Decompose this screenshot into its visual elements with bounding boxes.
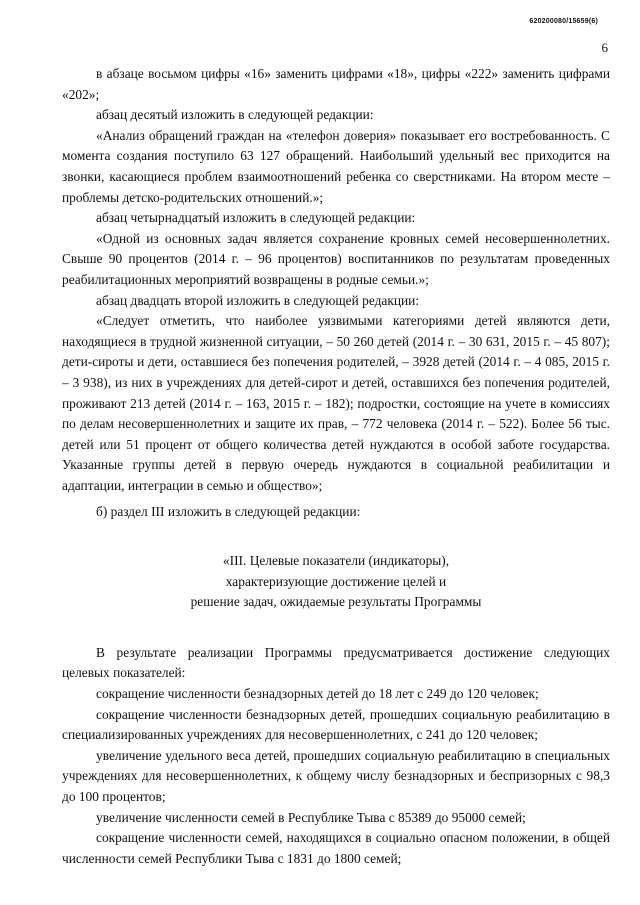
document-body bbox=[62, 64, 610, 869]
list-item: сокращение численности безнадзорных детей до 18 лет с 249 до 120 человек; bbox=[96, 686, 539, 702]
paragraph-twenty-second-intro: абзац двадцать второй изложить в следующей редакции: bbox=[96, 292, 420, 308]
section-heading-line-1: «III. Целевые показатели (индикаторы), bbox=[222, 553, 450, 569]
paragraph-fourteenth-intro: абзац четырнадцатый изложить в следующей редакции: bbox=[96, 210, 416, 226]
section-heading bbox=[62, 551, 610, 613]
paragraph-helpline-analysis: «Анализ обращений граждан на «телефон доверия» показывает его востребованность. С момента создания поступило 63 127 обращений. Наибольший удельный вес приходится на звонки, касающиеся проблем взаимоотношений ребенка со сверстниками. На втором месте – проблемы детско-родительских отношений.»; bbox=[62, 127, 610, 205]
page-number: 6 bbox=[601, 40, 608, 55]
paragraph-section-three-intro: б) раздел III изложить в следующей редакции: bbox=[96, 504, 361, 520]
list-item: увеличение удельного веса детей, прошедших социальную реабилитацию в специальных учреждениях для несовершеннолетних, к общему числу безнадзорных и беспризорных с 98,3 до 100 процентов; bbox=[62, 747, 610, 804]
list-item: сокращение численности семей, находящихся в социально опасном положении, в общей численности семей Республики Тыва с 1831 до 1800 семей; bbox=[62, 830, 610, 866]
document-code: 620200080/15659(6) bbox=[529, 18, 598, 25]
paragraph-blood-families: «Одной из основных задач является сохранение кровных семей несовершеннолетних. Свыше 90 процентов (2014 г. – 96 процентов) воспитанников по результатам проведенных реабилитационных мероприятий возвращены в родные семьи.»; bbox=[62, 230, 610, 287]
section-heading-line-2: характеризующие достижение целей и bbox=[225, 573, 447, 589]
list-item: увеличение численности семей в Республике Тыва с 85389 до 95000 семей; bbox=[96, 809, 526, 825]
list-item: сокращение численности безнадзорных детей, прошедших социальную реабилитацию в специализированных учреждениях для несовершеннолетних, с 241 до 120 человек; bbox=[62, 706, 610, 743]
paragraph-tenth-intro: абзац десятый изложить в следующей редакции: bbox=[96, 107, 374, 123]
paragraph-vulnerable-categories: «Следует отметить, что наиболее уязвимыми категориями детей являются дети, находящиеся в трудной жизненной ситуации, – 50 260 детей (2014 г. – 30 631, 2015 г. – 45 807); дети-сироты и дети, оставшиеся без попечения родителей, – 3928 детей (2014 г. – 4 085, 2015 г. – 3 938), из них в учреждениях для детей-сирот и детей, оставшихся без попечения родителей, проживают 213 детей (2014 г. – 163, 2015 г. – 182); подростки, состоящие на учете в комиссиях по делам несовершеннолетних и защите их прав, – 772 человека (2014 г. – 522). Более 56 тыс. детей или 51 процент от общего количества детей нуждаются в особой заботе государства. Указанные группы детей в первую очередь нуждаются в социальной реабилитации и адаптации, интеграции в семью и общество»; bbox=[62, 313, 610, 493]
paragraph-amend-eighth: в абзаце восьмом цифры «16» заменить цифрами «18», цифры «222» заменить цифрами «202»; bbox=[62, 66, 610, 102]
section-heading-line-3: решение задач, ожидаемые результаты Программы bbox=[190, 594, 482, 610]
paragraph-targets-intro: В результате реализации Программы предусматривается достижение следующих целевых показателей: bbox=[62, 644, 610, 681]
